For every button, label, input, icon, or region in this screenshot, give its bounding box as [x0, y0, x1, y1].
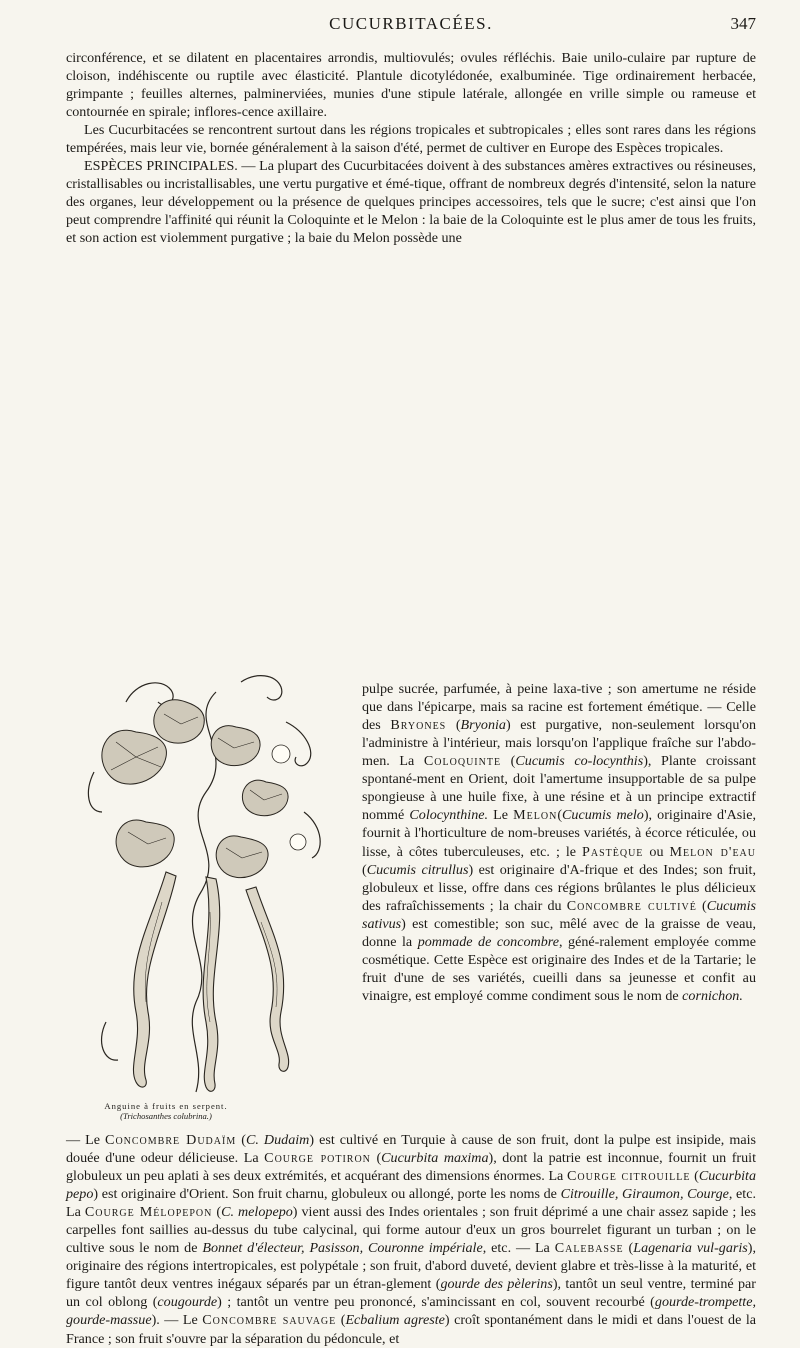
side-t4: Le	[488, 807, 514, 824]
names-citrouille: Citrouille, Giraumon, Courge	[560, 1186, 729, 1203]
top-text-block	[66, 49, 756, 248]
latin-sativus: Cucumis sativus	[362, 897, 757, 932]
term-gourde-pelerins: gourde des pèlerins	[440, 1276, 553, 1293]
latin-bryonia: Bryonia	[460, 717, 506, 734]
side-text-block	[362, 666, 756, 1019]
latin-pepo: Cucurbita pepo	[66, 1168, 756, 1203]
term-concombre-cultive: Concombre cultivé	[566, 897, 697, 914]
bottom-t2: est cultivé en Turquie à cause de son fruit, dont la pulpe est insipide, mais douée d'une odeur délicieuse. La	[66, 1132, 756, 1167]
bottom-text-block	[66, 1131, 756, 1348]
latin-lagenaria: Lagenaria vul-garis	[633, 1240, 748, 1257]
latin-colocynthis: Cucumis co-locynthis	[515, 753, 644, 770]
bottom-t7: , etc. — La	[482, 1240, 555, 1257]
caption-title: Anguine à fruits en serpent.	[104, 1101, 228, 1111]
bottom-t6: vient aussi des Indes orientales ; son fruit déprimé a une chair assez sapide ; les carpelles font saillies au-dessus du tube calycinal, qui forme autour d'eux un gros bourrelet figurant un turban ; on le cultive sous le nom de	[66, 1204, 756, 1257]
term-melon-eau: Melon d'eau	[669, 843, 756, 860]
bottom-paragraph: — Le Concombre Dudaïm (C. Dudaim) est cultivé en Turquie à cause de son fruit, dont la pulpe est insipide, mais douée d'une odeur délicieuse. La Courge potiron (Cucurbita maxima), dont la patrie est inconnue, fournit un fruit globuleux un peu aplati à ses deux extrémités, et acquérant des dimensions énormes. La Courge citrouille (Cucurbita pepo) est originaire d'Orient. Son fruit charnu, globuleux ou allongé, porte les noms de Citrouille, Giraumon, Courge, etc. La Courge Mélopepon (C. melopepo) vient aussi des Indes orientales ; son fruit déprimé a une chair assez sapide ; les carpelles font saillies au-dessus du tube calycinal, qui forme autour d'eux un gros bourrelet figurant un turban ; on le cultive sous le nom de Bonnet d'électeur, Pasisson, Couronne impériale, etc. — La Calebasse (Lagenaria vul-garis), originaire des régions intertropicales, est polypétale ; son fruit, d'abord duveté, devient glabre et très-lisse à la maturité, et figure tantôt deux ventres inégaux séparés par un étran-glement (gourde des pèlerins), tantôt un seul ventre, terminé par un col oblong (cougourde) ; tantôt un ventre peu prononcé, s'amincissant en col, souvent recourbé (gourde-trompette, gourde-massue). — Le Concombre sauvage (Ecbalium agreste) croît spontanément dans le midi et dans l'ouest de la France ; son fruit s'ouvre par la séparation du pédoncule, et	[66, 1132, 757, 1347]
term-citrouille: Courge citrouille	[567, 1168, 691, 1185]
botanical-illustration	[66, 662, 332, 1102]
bottom-t11: ). — Le	[151, 1312, 203, 1329]
latin-melopepo: C. melopepo	[221, 1204, 293, 1221]
side-t5: , originaire d'Asie, fournit à l'horticulture de nom-breuses variétés, à écorce réticulée, ou lisse, à côtes tuberculeuses, etc. ; le	[362, 807, 756, 860]
bottom-t5: , etc. La	[66, 1186, 756, 1221]
paragraph-main-species	[66, 157, 756, 247]
bottom-t10: ) ; tantôt un ventre peu prononcé, s'amincissant en col, souvent recourbé (	[217, 1294, 655, 1311]
figure-caption	[66, 1101, 266, 1121]
side-t3: , Plante croissant spontané-ment en Orient, doit l'amertume insupportable de sa pulpe spongieuse à une huile fixe, à une résine et à un principe extractif nommé	[362, 753, 756, 824]
term-bryones: Bryones	[390, 717, 447, 734]
bottom-t3: , dont la patrie est inconnue, fournit un fruit globuleux un peu aplati à ses deux extrémités, et acquérant des dimensions énormes. La	[66, 1150, 757, 1185]
term-concombre-dudaim: Concombre Dudaïm	[105, 1132, 237, 1148]
section-heading: ESPÈCES PRINCIPALES.	[84, 158, 238, 175]
bottom-t1: — Le	[66, 1132, 106, 1148]
term-coloquinte: Coloquinte	[423, 753, 502, 770]
paragraph-distribution: Les Cucurbitacées se rencontrent surtout dans les régions tropicales et subtropicales ; elles sont rares dans les régions tempérées, mais leur vie, bornée généralement à la saison d'été, permet de cultiver en Europe des Espèces tropicales.	[66, 122, 756, 157]
side-paragraph: pulpe sucrée, parfumée, à peine laxa-tive ; son amertume ne réside que dans l'épicarpe, mais sa racine est fortement émétique. — Celle des Bryones (Bryonia) est purgative, non-seulement lorsqu'on l'administre à l'intérieur, mais lorsqu'on l'applique fraîche sur l'abdo-men. La Coloquinte (Cucumis co-locynthis), Plante croissant spontané-ment en Orient, doit l'amertume insupportable de sa pulpe spongieuse à une huile fixe, à une résine et à un principe extractif nommé Colocynthine. Le Melon(Cucumis melo), originaire d'Asie, fournit à l'horticulture de nom-breuses variétés, à écorce réticulée, ou lisse, à côtes tuberculeuses, etc. ; le Pastèque ou Melon d'eau (Cucumis citrullus) est originaire d'A-frique et des Indes; son fruit, globuleux et lisse, offre dans ces régions brûlantes le plus délicieux des rafraîchissements ; la chair du Concombre cultivé (Cucumis sativus) est comestible; son suc, mêlé avec de la graisse de veau, donne la pommade de concombre, géné-ralement employée comme cosmétique. Cette Espèce est originaire des Indes et de la Tartarie; le fruit d'une de ses variétés, cueilli dans sa jeunesse et confit au vinaigre, est employé comme condiment sous le nom de cornichon.	[362, 681, 757, 1004]
latin-melo: Cucumis melo	[562, 807, 644, 824]
side-t6: ou	[643, 843, 670, 860]
running-head: CUCURBITACÉES.	[329, 14, 493, 33]
side-t7: est originaire d'A-frique et des Indes; son fruit, globuleux et lisse, offre dans ces régions brûlantes le plus délicieux des rafraîchissements ; la chair du	[362, 861, 756, 914]
page-number: 347	[730, 14, 756, 33]
side-t9: , géné-ralement employée comme cosmétique. Cette Espèce est originaire des Indes et de la Tartarie; le fruit d'une de ses variétés, cueilli dans sa jeunesse et confit au vinaigre, est employé comme condiment sous le nom de	[362, 933, 756, 1004]
term-colocynthine: Colocynthine.	[409, 807, 489, 824]
latin-ecbalium: Ecbalium agreste	[345, 1312, 445, 1329]
latin-dudaim: C. Dudaim	[245, 1132, 310, 1148]
bottom-t4: est originaire d'Orient. Son fruit charnu, globuleux ou allongé, porte les noms de	[98, 1186, 561, 1203]
latin-citrullus: Cucumis citrullus	[366, 861, 469, 878]
page-header	[66, 14, 756, 40]
bottom-t12: croît spontanément dans le midi et dans l'ouest de la France ; son fruit s'ouvre par la séparation du pédoncule, et	[66, 1312, 757, 1347]
side-t8: est comestible; son suc, mêlé avec de la graisse de veau, donne la	[362, 915, 756, 950]
term-potiron: Courge potiron	[264, 1150, 371, 1167]
term-calebasse: Calebasse	[554, 1240, 624, 1257]
paragraph-family-characters: circonférence, et se dilatent en placentaires arrondis, multiovulés; ovules réfléchis. Baie unilo-culaire par rupture de cloison, indéhiscente ou ruptile avec élasticité. Plantule dicotylédonée, exalbuminée. Tige ordinairement herbacée, grimpante ; feuilles alternes, palminerviées, munies d'une stipule latérale, allongée en vrille simple ou rameuse et contournée en spirale; inflores-cence axillaire.	[66, 50, 756, 121]
latin-maxima: Cucurbita maxima	[381, 1150, 489, 1167]
bottom-t9: ), tantôt un seul ventre, terminé par un col oblong (	[66, 1276, 757, 1311]
term-cougourde: cougourde	[157, 1294, 218, 1311]
side-t1: pulpe sucrée, parfumée, à peine laxa-tive ; son amertume ne réside que dans l'épicarpe, mais sa racine est fortement émétique. — Celle des	[362, 681, 756, 734]
term-pasteque: Pastèque	[582, 843, 644, 860]
paragraph-main-species-text: — La plupart des Cucurbitacées doivent à des substances amères extractives ou résineuses, cristallisables ou incristallisables, une vertu purgative et émé-tique, offrant de nombreux degrés d'intensité, selon la nature des organes, leur développement ou la présence de quelques principes accessoires, tels que le sucre; c'est ainsi que l'on peut comprendre l'affinité qui réunit la Coloquinte et le Melon : la baie de la Coloquinte est le plus amer de tous les fruits, et son action est violemment purgative ; la baie du Melon possède une	[66, 158, 756, 247]
term-pommade: pommade de concombre	[417, 933, 559, 950]
term-melon: Melon	[513, 807, 558, 824]
term-cornichon: cornichon.	[682, 987, 743, 1004]
term-melopepon: Courge Mélopepon	[84, 1204, 213, 1221]
term-gourde-trompette: gourde-trompette, gourde-massue	[66, 1294, 757, 1329]
caption-latin-name: (Trichosanthes colubrina.)	[120, 1111, 212, 1121]
names-bonnet: Bonnet d'électeur, Pasisson, Couronne impériale	[202, 1240, 483, 1257]
side-t2: est purgative, non-seulement lorsqu'on l'administre à l'intérieur, mais lorsqu'on l'applique fraîche sur l'abdo-men. La	[362, 717, 757, 770]
bottom-t8: , originaire des régions intertropicales, est polypétale ; son fruit, d'abord duveté, devient glabre et très-lisse à la maturité, et figure tantôt deux ventres inégaux séparés par un étran-glement (	[66, 1240, 756, 1293]
term-concombre-sauvage: Concombre sauvage	[202, 1312, 337, 1329]
